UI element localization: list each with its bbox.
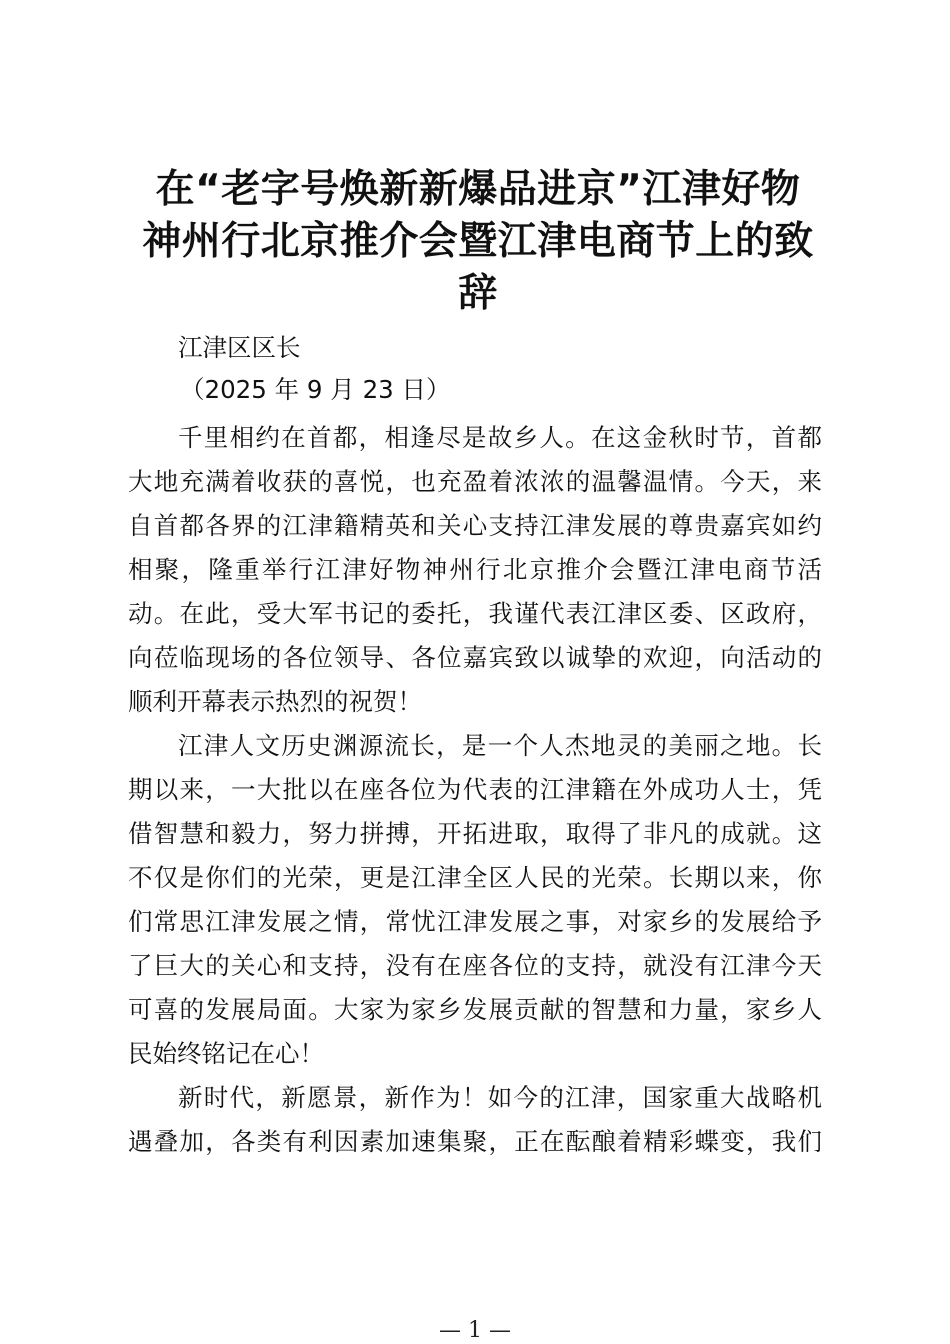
paragraph <box>128 1076 822 1164</box>
paragraph-line: 相聚，隆重举行江津好物神州行北京推介会暨江津电商节活 <box>128 555 822 584</box>
paragraph-line: 了巨大的关心和支持，没有在座各位的支持，就没有江津今天 <box>128 951 822 980</box>
paragraphs <box>128 416 822 1164</box>
paragraph-line: 可喜的发展局面。大家为家乡发展贡献的智慧和力量，家乡人 <box>128 995 822 1024</box>
paragraph-line: 江津人文历史渊源流长，是一个人杰地灵的美丽之地。长 <box>178 731 822 760</box>
paragraph-line: 向莅临现场的各位领导、各位嘉宾致以诚挚的欢迎，向活动的 <box>128 643 822 672</box>
paragraph-line: 动。在此，受大军书记的委托，我谨代表江津区委、区政府， <box>128 599 822 628</box>
title-line: 在“老字号焕新新爆品进京”江津好物 <box>155 167 801 212</box>
paragraph-line: 借智慧和毅力，努力拼搏，开拓进取，取得了非凡的成就。这 <box>128 819 822 848</box>
title-line: 辞 <box>458 271 498 316</box>
paragraph <box>128 416 822 724</box>
paragraph-line: 新时代，新愿景，新作为！如今的江津，国家重大战略机 <box>178 1083 822 1112</box>
paragraph <box>128 724 822 1076</box>
paragraph-line: 遇叠加，各类有利因素加速集聚，正在酝酿着精彩蝶变，我们 <box>128 1127 822 1156</box>
speech-date: （2025 年 9 月 23 日） <box>180 375 451 404</box>
page-number: — 1 — <box>439 1318 511 1343</box>
paragraph-line: 不仅是你们的光荣，更是江津全区人民的光荣。长期以来，你 <box>128 863 822 892</box>
paragraph-line: 大地充满着收获的喜悦，也充盈着浓浓的温馨温情。今天，来 <box>128 467 822 496</box>
paragraph-line: 千里相约在首都，相逢尽是故乡人。在这金秋时节，首都 <box>178 423 822 452</box>
speaker: 江津区区长 <box>178 333 301 362</box>
document-title <box>120 164 836 320</box>
document-body <box>128 326 822 1164</box>
paragraph-line: 期以来，一大批以在座各位为代表的江津籍在外成功人士，凭 <box>128 775 822 804</box>
paragraph-line: 们常思江津发展之情，常忧江津发展之事，对家乡的发展给予 <box>128 907 822 936</box>
paragraph-line: 顺利开幕表示热烈的祝贺！ <box>128 687 422 716</box>
title-line: 神州行北京推介会暨江津电商节上的致 <box>142 219 814 264</box>
paragraph-line: 民始终铭记在心！ <box>128 1039 324 1068</box>
paragraph-line: 自首都各界的江津籍精英和关心支持江津发展的尊贵嘉宾如约 <box>128 511 822 540</box>
